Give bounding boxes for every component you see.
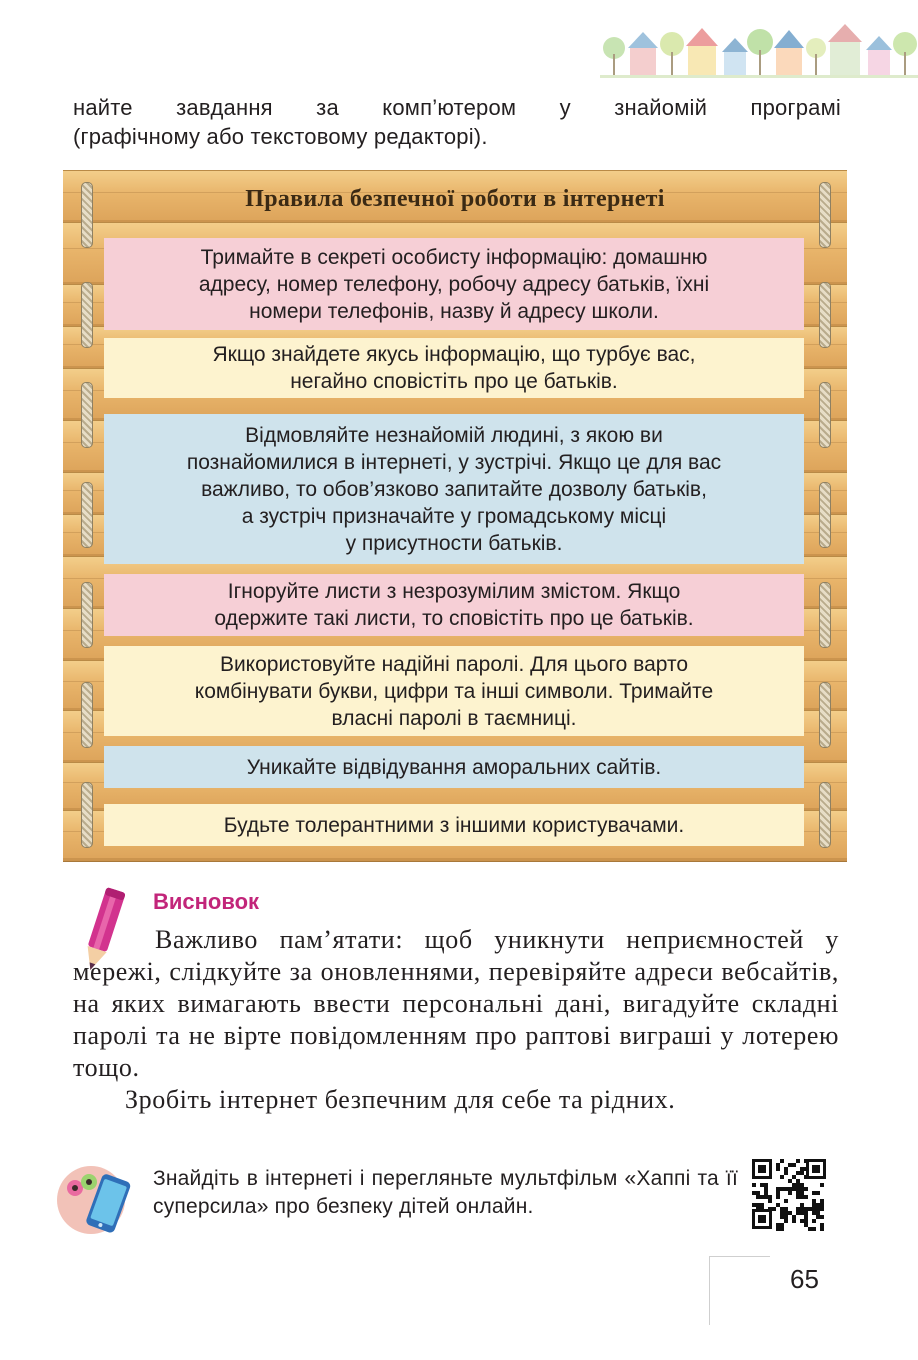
rule-line: номери телефонів, назву й адресу школи. — [249, 299, 659, 323]
rule-line: Якщо знайдете якусь інформацію, що турбує вас, — [212, 343, 696, 366]
intro-text — [73, 93, 841, 151]
rope-binding — [819, 682, 831, 748]
rule-text — [214, 578, 693, 632]
rule-text — [247, 754, 662, 781]
rule-text — [195, 651, 713, 732]
board-title: Правила безпечної роботи в інтернеті — [245, 186, 665, 212]
conclusion-paragraph-2: Зробіть інтернет безпечним для себе та рідних. — [125, 1085, 676, 1114]
rope-binding — [81, 582, 93, 648]
rule-line: Тримайте в секреті особисту інформацію: домашню — [200, 245, 708, 269]
rule-line: одержите такі листи, то сповістіть про це батьків. — [214, 607, 694, 630]
rule-6 — [104, 746, 804, 788]
task-text: Знайдіть в інтернеті і перегляньте мультфільм «Хаппі та її суперсила» про безпеку дітей онлайн. — [153, 1167, 738, 1218]
intro-line-1: найте завдання за комп’ютером у знайомій програмі — [73, 95, 841, 120]
conclusion-text — [73, 924, 839, 1116]
rope-binding — [81, 282, 93, 348]
conclusion-paragraph-1: Важливо пам’ятати: щоб уникнути неприємностей у мережі, слідкуйте за оновленнями, перевіряйте адреси вебсайтів, на яких вимагають ввести персональні дані, вигадуйте складні паролі та не вірте повідомленням про раптові виграші у лотерею тощо. — [73, 925, 839, 1082]
rope-binding — [819, 582, 831, 648]
rule-1 — [104, 238, 804, 330]
qr-code-icon[interactable] — [750, 1157, 828, 1231]
smartphone-character-icon — [55, 1160, 135, 1238]
rule-line: комбінувати букви, цифри та інші символи. Тримайте — [194, 679, 714, 703]
rule-line: важливо, то обов’язково запитайте дозволу батьків, — [201, 477, 707, 501]
rope-binding — [81, 682, 93, 748]
rule-text — [212, 341, 695, 395]
rope-binding — [819, 482, 831, 548]
rule-line: а зустріч призначайте у громадському місці — [241, 504, 667, 528]
rule-line: адресу, номер телефону, робочу адресу батьків, їхні — [198, 272, 710, 296]
rope-binding — [81, 782, 93, 848]
rule-line: Будьте толерантними з іншими користувачами. — [223, 813, 685, 837]
page-number: 65 — [790, 1264, 819, 1294]
village-houses-illustration — [600, 18, 918, 80]
rule-5 — [104, 646, 804, 736]
rope-binding — [81, 482, 93, 548]
rule-line: Уникайте відвідування аморальних сайтів. — [246, 755, 662, 779]
rule-2 — [104, 338, 804, 398]
page-corner-box — [709, 1256, 770, 1325]
rope-binding — [819, 782, 831, 848]
rule-text — [224, 812, 684, 839]
rope-binding — [81, 382, 93, 448]
rule-line: власні паролі в таємниці. — [331, 706, 577, 730]
rule-text — [187, 422, 721, 557]
rule-line: Ігноруйте листи з незрозумілим змістом. Якщо — [227, 580, 681, 603]
rule-line: Відмовляйте незнайомій людині, з якою ви — [245, 423, 663, 447]
rule-line: негайно сповістіть про це батьків. — [290, 370, 618, 393]
rules-board — [63, 170, 847, 860]
rope-binding — [819, 382, 831, 448]
rule-4 — [104, 574, 804, 636]
rule-7 — [104, 804, 804, 846]
rule-text — [199, 244, 709, 325]
rule-line: у присутности батьків. — [345, 531, 563, 555]
rule-line: познайомилися в інтернеті, у зустрічі. Якщо це для вас — [186, 450, 722, 474]
rule-3 — [104, 414, 804, 564]
intro-line-2: (графічному або текстовому редакторі). — [73, 124, 488, 149]
rope-binding — [819, 282, 831, 348]
conclusion-label: Висновок — [153, 889, 260, 914]
rule-line: Використовуйте надійні паролі. Для цього варто — [219, 652, 689, 676]
